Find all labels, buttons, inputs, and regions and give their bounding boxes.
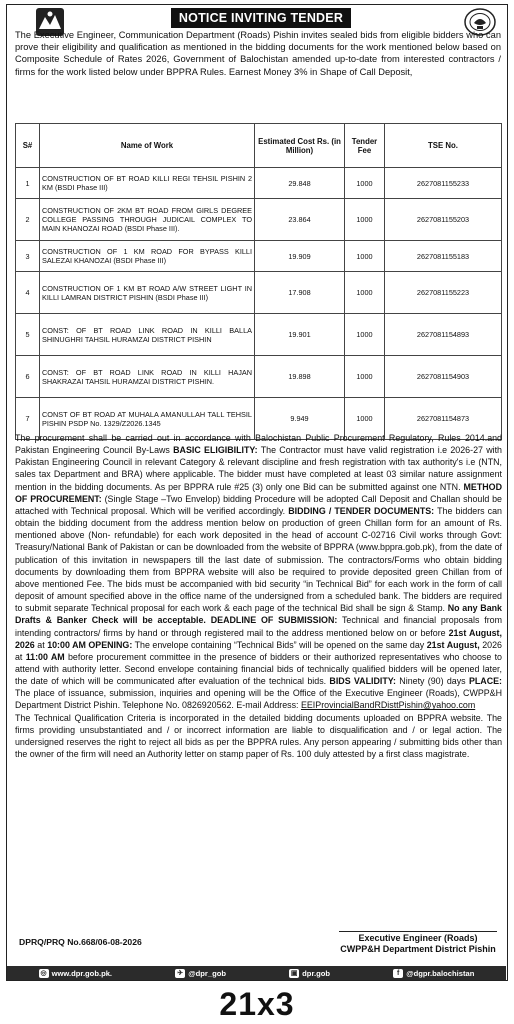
cell-tse: 2627081154903 — [385, 356, 502, 398]
cell-fee: 1000 — [345, 199, 385, 241]
social-twitter[interactable] — [175, 969, 226, 978]
table-header-row — [16, 124, 502, 168]
cell-cost: 29.848 — [255, 168, 345, 199]
cell-sn: 1 — [16, 168, 40, 199]
cell-name: CONSTRUCTION OF 1 KM ROAD FOR BYPASS KILLI SALEZAI KHANOZAI (BSDI Phase III) — [40, 241, 255, 272]
twitter-icon: ✈ — [175, 969, 185, 978]
social-website[interactable] — [39, 969, 112, 978]
place-text: The place of issuance, submission, inquiries and opening will be the Office of the Executive Engineer (Roads), CWPP&H Department District Pishin. Telephone No. 0826920562. E-mail Address: — [15, 688, 502, 711]
bank-drafts-notice: No any Bank Drafts & Banker Check will be acceptable. — [15, 603, 502, 626]
social-media-bar — [7, 966, 506, 980]
email-address[interactable]: EEIProvincialBandRDisttPishin@yahoo.com — [300, 700, 476, 711]
opening-time: 11:00 AM — [25, 651, 65, 662]
submission-time: 10:00 AM — [47, 639, 86, 650]
cell-name: CONST OF BT ROAD AT MUHALA AMANULLAH TALL TEHSIL PISHIN PSDP No. 1329/Z2026.1345 — [40, 398, 255, 440]
table-row — [16, 272, 502, 314]
submission-date: 21st August, 2026 — [15, 627, 502, 650]
signatory-block — [333, 931, 503, 955]
eligibility-text: The Contractor must have valid registration i.e 2026-27 with Pakistan Engineering Council in relevant Category & relevant discipline and fresh registration with tax authority's i.e (NTN, sales tax Department and BRA) where applicable. The bidder must have completed at least 03 similar nature assignment mention in the bidding documents. As per BPPRA rule #25 (3) only one Bid can be submitted against one NTN. — [15, 445, 502, 492]
cell-fee: 1000 — [345, 356, 385, 398]
cell-cost: 19.909 — [255, 241, 345, 272]
dpr-reference-number: DPRQ/PRQ No.668/06-08-2026 — [19, 937, 142, 947]
header-tender-fee: Tender Fee — [345, 124, 385, 168]
signature-line — [339, 931, 497, 932]
header-tse-no: TSE No. — [385, 124, 502, 168]
bidding-documents-text: The bidders can obtain the bidding document from the address mention below on production of green Chillan form for an amount of Rs. mentioned above (Non- refundable) for each work deposited in the head of account C-02716 Civil works through Govt: Treasury/National Bank of Pakistan or can be downloaded from the website of BPPRA (www.bppra.gob.pk), from the date of publication of this invitation in newspapers till the last date of submission. The contractors/Forms who obtain bidding documents by downloading them from BPPRA website will also be required to provide deposited green Chillan from of above mentioned Fee. The bids must be accompanied with bid security “in Technical Bid” for each work in the form of call deposit of amount specified above in the office name of the undersigned from a scheduled bank. The bidders are required to submit separate Technical proposal for each work & each page of the technical Bid shall be sign & Stamp. — [15, 505, 502, 614]
cell-cost: 17.908 — [255, 272, 345, 314]
header-estimated-cost: Estimated Cost Rs. (in Million) — [255, 124, 345, 168]
table-row — [16, 241, 502, 272]
header-sn: S# — [16, 124, 40, 168]
cell-cost: 9.949 — [255, 398, 345, 440]
opening-year-text: 2026 at — [15, 639, 502, 662]
cell-fee: 1000 — [345, 314, 385, 356]
social-website-text: www.dpr.gob.pk. — [51, 968, 113, 978]
heading-bidding-documents: BIDDING / TENDER DOCUMENTS: — [288, 505, 435, 516]
table-row — [16, 168, 502, 199]
instagram-icon: ▣ — [290, 969, 298, 977]
works-table — [15, 123, 502, 440]
cell-cost: 19.901 — [255, 314, 345, 356]
heading-bids-validity: BIDS VALIDITY: — [329, 676, 396, 687]
cell-cost: 23.864 — [255, 199, 345, 241]
cell-sn: 4 — [16, 272, 40, 314]
opening-details-text: before procurement committee in the presence of bidders or their authorized representatives who choose to attend with authority letter. Second envelope containing financial bids of technically qualified bidders will be opened later, the date of which will be communicated after evaluation of the technical bids. — [15, 651, 502, 687]
validity-text: Ninety (90) days — [396, 676, 469, 687]
deadline-text: Technical and financial proposals from intending contractors/ firms by hand or through registered mail to the address mentioned below on or before — [15, 615, 502, 638]
cell-name: CONSTRUCTION OF 2KM BT ROAD FROM GIRLS DEGREE COLLEGE PASSING THROUGH JUDICAIL COMPLEX TO MAIN KHANOZAI ROAD (BSDI Phase III). — [40, 199, 255, 241]
opening-date: 21st August, — [426, 639, 480, 650]
cell-cost: 19.898 — [255, 356, 345, 398]
social-instagram[interactable] — [289, 969, 330, 978]
globe-icon: ◎ — [40, 969, 47, 977]
table-row — [16, 356, 502, 398]
cell-tse: 2627081154893 — [385, 314, 502, 356]
tender-terms-paragraph — [15, 432, 502, 760]
social-twitter-text: @dpr_gob — [188, 968, 226, 978]
table-row — [16, 199, 502, 241]
cell-name: CONST: OF BT ROAD LINK ROAD IN KILLI HAJAN SHAKRAZAI TAHSIL HURAMZAI DISTRICT PISHIN. — [40, 356, 255, 398]
social-facebook[interactable] — [393, 969, 474, 978]
heading-deadline-of-submission: DEADLINE OF SUBMISSION: — [210, 615, 338, 626]
cell-sn: 6 — [16, 356, 40, 398]
cell-sn: 2 — [16, 199, 40, 241]
cell-sn: 5 — [16, 314, 40, 356]
social-facebook-text: @dgpr.balochistan — [406, 968, 475, 978]
social-instagram-text: dpr.gob — [302, 968, 331, 978]
heading-basic-eligibility: BASIC ELIGIBILITY: — [173, 445, 258, 456]
cell-tse: 2627081155203 — [385, 199, 502, 241]
procurement-rules-text: The procurement shall be carried out in accordance with Balochistan Public Procurement Regulatory, Rules 2014.and Pakistan Engineering Council By-Laws — [15, 433, 502, 456]
cell-fee: 1000 — [345, 272, 385, 314]
cell-fee: 1000 — [345, 241, 385, 272]
cell-sn: 3 — [16, 241, 40, 272]
cell-name: CONSTRUCTION OF 1 KM BT ROAD A/W STREET LIGHT IN KILLI LAMRAN DISTRICT PISHIN (BSDI Phase III) — [40, 272, 255, 314]
cell-name: CONST: OF BT ROAD LINK ROAD IN KILLI BALLA SHINUGHRI TAHSIL HURAMZAI DISTRICT PISHIN — [40, 314, 255, 356]
tender-notice — [6, 4, 508, 981]
cell-fee: 1000 — [345, 398, 385, 440]
header-name-of-work: Name of Work — [40, 124, 255, 168]
notice-title: NOTICE INVITING TENDER — [171, 8, 351, 28]
cell-fee: 1000 — [345, 168, 385, 199]
method-text: (Single Stage –Two Envelop) bidding Procedure will be adopted Call Deposit and Challan should be attached with Technical proposal. Which will be verified accordingly. — [15, 493, 502, 516]
intro-paragraph: The Executive Engineer, Communication Department (Roads) Pishin invites sealed bids from eligible bidders who can prove their eligibility and qualification as mentioned in the bidding documents for the work mentioned below based on Composite Schedule of Rates 2026, Government of Balochistan amended up-to-date from interested contractors / firms for the work listed below under BPPRA Rules. Earnest Money 3% in Shape of Call Deposit, — [15, 30, 501, 77]
heading-method-of-procurement: METHOD OF PROCUREMENT: — [15, 481, 502, 504]
cell-name: CONSTRUCTION OF BT ROAD KILLI REGI TEHSIL PISHIN 2 KM (BSDI Phase III) — [40, 168, 255, 199]
at-text: at — [34, 639, 48, 650]
cell-tse: 2627081155233 — [385, 168, 502, 199]
facebook-icon: f — [393, 969, 403, 978]
signatory-title: Executive Engineer (Roads) — [358, 933, 478, 943]
ad-size-label: 21x3 — [219, 986, 295, 1022]
heading-place: PLACE: — [468, 676, 502, 687]
opening-text: The envelope containing “Technical Bids” will be opened on the same day — [132, 639, 427, 650]
qualification-criteria-text: The Technical Qualification Criteria is incorporated in the detailed bidding documents uploaded on BPPRA website. The firms providing unsubstantiated and / or incorrect information are liable to disqualification and / or legal action. The undersigned reserves the right to reject all bids as per the BPPRA rules. Any person appearing / submitting bids other than the owner of the firm will need an Authority letter on stamp paper of Rs. 100 duly attested by a first class magistrate. — [15, 712, 502, 760]
cell-tse: 2627081154873 — [385, 398, 502, 440]
cell-tse: 2627081155223 — [385, 272, 502, 314]
heading-opening: OPENING: — [85, 639, 133, 650]
signatory-department: CWPP&H Department District Pishin — [340, 944, 496, 954]
cell-tse: 2627081155183 — [385, 241, 502, 272]
table-row — [16, 314, 502, 356]
cell-sn: 7 — [16, 398, 40, 440]
